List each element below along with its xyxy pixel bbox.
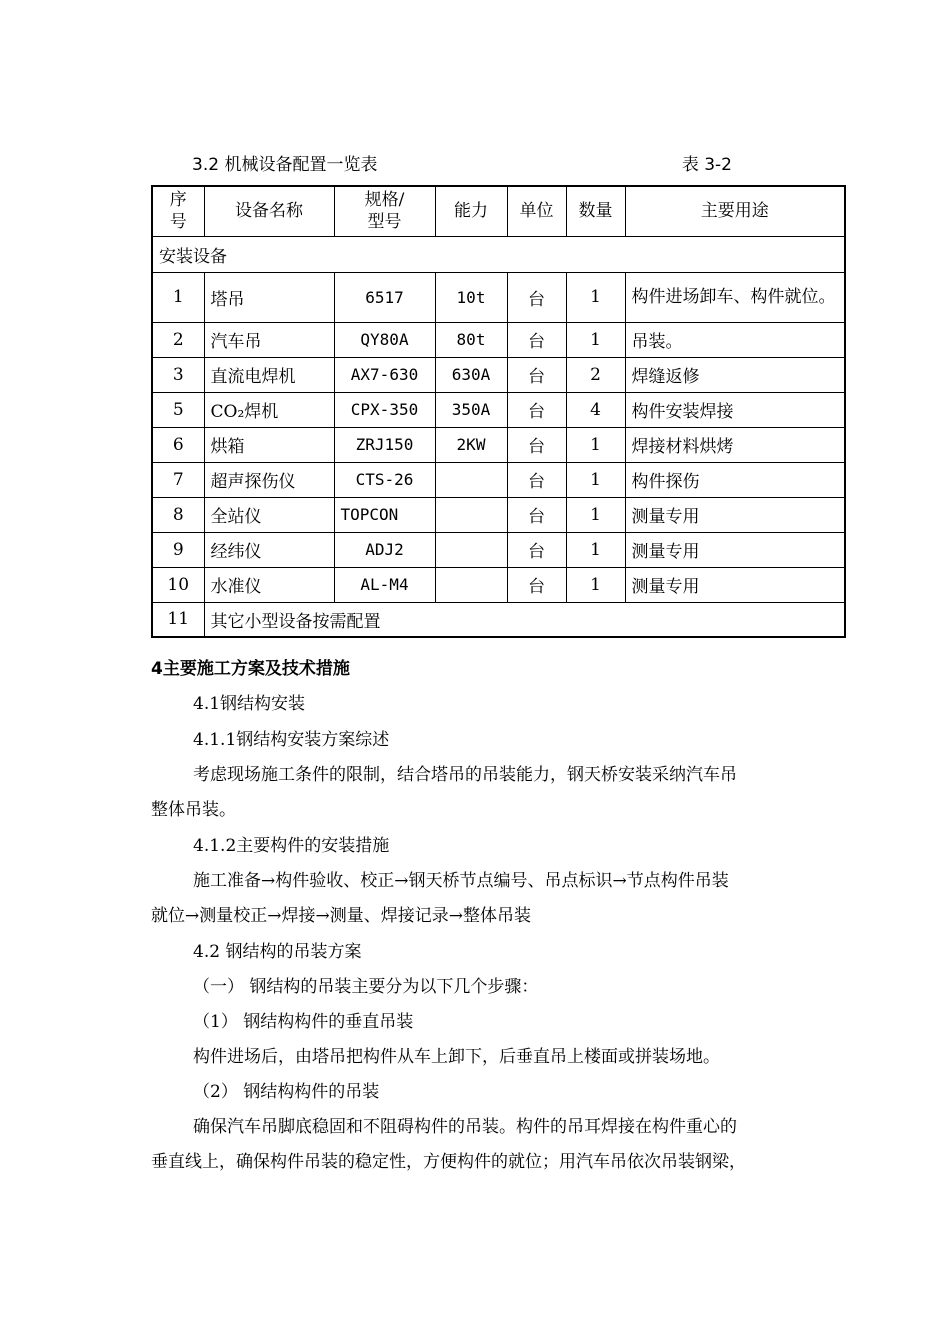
header-qty: 数量 — [566, 186, 625, 236]
cell-no: 1 — [152, 272, 204, 322]
steps-intro: （一） 钢结构的吊装主要分为以下几个步骤： — [193, 977, 539, 997]
cell-no: 11 — [152, 602, 204, 637]
cell-no: 5 — [152, 392, 204, 427]
cell-qty: 1 — [566, 462, 625, 497]
cell-name: 塔吊 — [204, 272, 334, 322]
cell-spec: ZRJ150 — [334, 427, 435, 462]
cell-usage: 焊缝返修 — [625, 357, 845, 392]
cell-unit: 台 — [507, 497, 566, 532]
cell-qty: 1 — [566, 532, 625, 567]
cell-spec: CTS-26 — [334, 462, 435, 497]
cell-name: 直流电焊机 — [204, 357, 334, 392]
cell-capacity — [435, 567, 507, 602]
paragraph-2-line-1: 施工准备→构件验收、校正→钢天桥节点编号、吊点标识→节点构件吊装 — [193, 871, 729, 891]
paragraph-3: 构件进场后，由塔吊把构件从车上卸下，后垂直吊上楼面或拼装场地。 — [193, 1047, 720, 1067]
section-label: 安装设备 — [152, 236, 845, 272]
table-row — [152, 427, 845, 462]
table-row — [152, 357, 845, 392]
cell-qty: 2 — [566, 357, 625, 392]
table-number: 表 3-2 — [681, 155, 732, 175]
cell-usage: 构件进场卸车、构件就位。 — [625, 272, 845, 322]
cell-usage: 构件探伤 — [625, 462, 845, 497]
cell-name: 经纬仪 — [204, 532, 334, 567]
cell-unit: 台 — [507, 392, 566, 427]
cell-no: 10 — [152, 567, 204, 602]
cell-capacity: 80t — [435, 322, 507, 357]
table-row — [152, 567, 845, 602]
paragraph-2-line-2: 就位→测量校正→焊接→测量、焊接记录→整体吊装 — [151, 906, 531, 926]
cell-spec: ADJ2 — [334, 532, 435, 567]
cell-usage: 测量专用 — [625, 497, 845, 532]
cell-spec: CPX-350 — [334, 392, 435, 427]
cell-qty: 1 — [566, 272, 625, 322]
section-heading-4: 4主要施工方案及技术措施 — [151, 659, 350, 679]
section-row — [152, 236, 845, 272]
cell-name: 全站仪 — [204, 497, 334, 532]
cell-qty: 1 — [566, 567, 625, 602]
cell-usage: 构件安装焊接 — [625, 392, 845, 427]
cell-spec: 6517 — [334, 272, 435, 322]
heading-4-1-1: 4.1.1钢结构安装方案综述 — [193, 730, 390, 750]
cell-qty: 1 — [566, 322, 625, 357]
cell-unit: 台 — [507, 272, 566, 322]
table-header-row — [152, 186, 845, 236]
cell-usage: 吊装。 — [625, 322, 845, 357]
cell-usage: 焊接材料烘烤 — [625, 427, 845, 462]
cell-unit: 台 — [507, 532, 566, 567]
step-1-heading: （1） 钢结构构件的垂直吊装 — [193, 1012, 414, 1032]
cell-spec: AL-M4 — [334, 567, 435, 602]
cell-name: CO₂焊机 — [204, 392, 334, 427]
cell-capacity: 2KW — [435, 427, 507, 462]
cell-name: 烘箱 — [204, 427, 334, 462]
cell-name: 水准仪 — [204, 567, 334, 602]
cell-note: 其它小型设备按需配置 — [204, 602, 845, 637]
cell-no: 2 — [152, 322, 204, 357]
cell-qty: 1 — [566, 427, 625, 462]
step-2-heading: （2） 钢结构构件的吊装 — [193, 1082, 380, 1102]
cell-unit: 台 — [507, 322, 566, 357]
header-usage: 主要用途 — [625, 186, 845, 236]
cell-capacity: 630A — [435, 357, 507, 392]
cell-capacity — [435, 532, 507, 567]
cell-capacity: 10t — [435, 272, 507, 322]
cell-no: 8 — [152, 497, 204, 532]
cell-qty: 1 — [566, 497, 625, 532]
header-spec: 规格/ 型号 — [334, 186, 435, 236]
header-capacity: 能力 — [435, 186, 507, 236]
table-row — [152, 272, 845, 322]
cell-no: 6 — [152, 427, 204, 462]
cell-spec: QY80A — [334, 322, 435, 357]
paragraph-4-line-2: 垂直线上，确保构件吊装的稳定性，方便构件的就位；用汽车吊依次吊装钢梁， — [151, 1152, 746, 1172]
cell-no: 3 — [152, 357, 204, 392]
cell-unit: 台 — [507, 427, 566, 462]
table-row — [152, 532, 845, 567]
cell-unit: 台 — [507, 567, 566, 602]
cell-name: 汽车吊 — [204, 322, 334, 357]
table-caption — [192, 150, 732, 175]
cell-qty: 4 — [566, 392, 625, 427]
cell-spec: TOPCON — [334, 497, 435, 532]
cell-capacity — [435, 462, 507, 497]
cell-capacity — [435, 497, 507, 532]
cell-spec: AX7-630 — [334, 357, 435, 392]
heading-4-1-2: 4.1.2主要构件的安装措施 — [193, 836, 390, 856]
header-unit: 单位 — [507, 186, 566, 236]
table-row — [152, 322, 845, 357]
header-name: 设备名称 — [204, 186, 334, 236]
cell-no: 9 — [152, 532, 204, 567]
cell-unit: 台 — [507, 462, 566, 497]
cell-unit: 台 — [507, 357, 566, 392]
paragraph-1-line-2: 整体吊装。 — [151, 800, 236, 820]
table-row — [152, 392, 845, 427]
cell-usage: 测量专用 — [625, 567, 845, 602]
cell-usage: 测量专用 — [625, 532, 845, 567]
table-title: 3.2 机械设备配置一览表 — [192, 155, 378, 175]
table-row — [152, 497, 845, 532]
paragraph-4-line-1: 确保汽车吊脚底稳固和不阻碍构件的吊装。构件的吊耳焊接在构件重心的 — [193, 1117, 737, 1137]
cell-capacity: 350A — [435, 392, 507, 427]
heading-4-2: 4.2 钢结构的吊装方案 — [193, 942, 362, 962]
cell-no: 7 — [152, 462, 204, 497]
cell-name: 超声探伤仪 — [204, 462, 334, 497]
paragraph-1-line-1: 考虑现场施工条件的限制，结合塔吊的吊装能力，钢天桥安装采纳汽车吊 — [193, 765, 737, 785]
equipment-table — [151, 185, 846, 638]
heading-4-1: 4.1钢结构安装 — [193, 694, 306, 714]
table-row — [152, 462, 845, 497]
header-seq: 序 号 — [152, 186, 204, 236]
table-row-last — [152, 602, 845, 637]
